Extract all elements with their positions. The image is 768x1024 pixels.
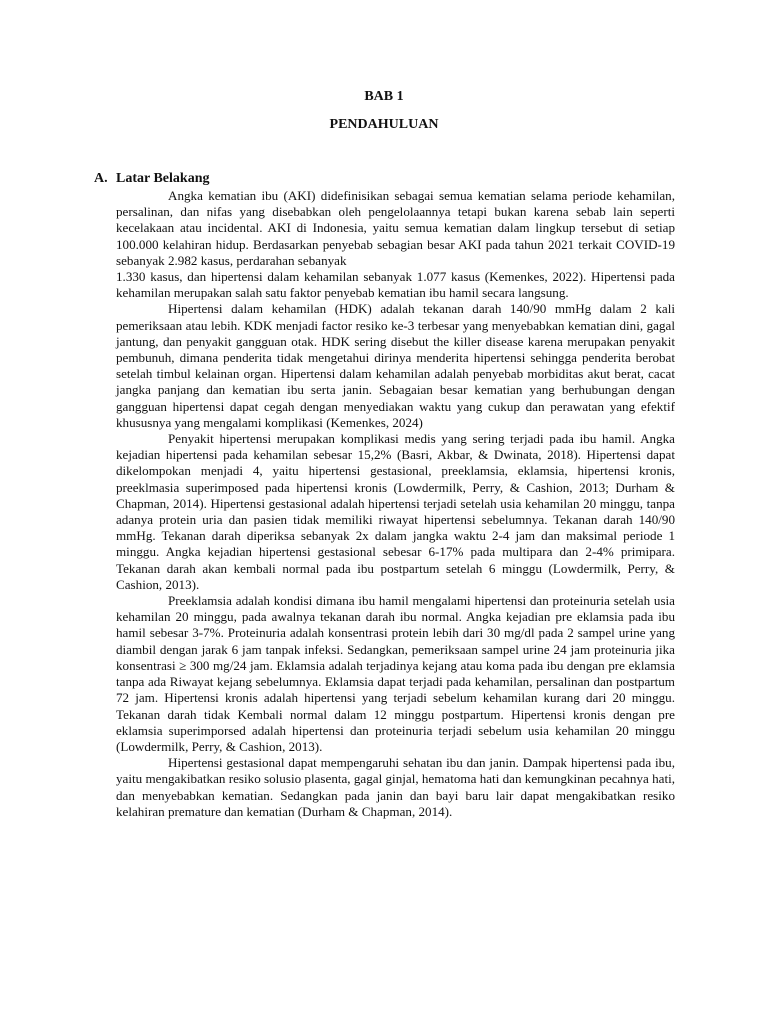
paragraph: Penyakit hipertensi merupakan komplikasi medis yang sering terjadi pada ibu hamil. Angka kejadian hipertensi pada kehamilan sebesar 15,2% (Basri, Akbar, & Dwinata, 2018). Hipertensi dapat dikelompokan menjadi 4, yaitu hipertensi gestasional, preeklamsia, eklamsia, hipertensi kronis, preeklmasia superimposed pada hipertensi kronis (Lowdermilk, Perry, & Cashion, 2013; Durham & Chapman, 2014). Hipertensi gestasional adalah hipertensi terjadi setelah usia kehamilan 20 minggu, tanpa adanya protein uria dan pasien tidak memiliki riwayat hipertensi sebelumnya. Tekanan darah 140/90 mmHg. Tekanan darah diperiksa sebanyak 2x dalam jangka waktu 2-4 jam dan maksimal periode 1 minggu. Angka kejadian hipertensi gestasional sebesar 6-17% pada multipara dan 2-4% primipara. Tekanan darah akan kembali normal pada ibu postpartum setelah 6 minggu (Lowdermilk, Perry, & Cashion, 2013). — [116, 431, 675, 592]
chapter-number: BAB 1 — [364, 89, 404, 104]
paragraph: Hipertensi gestasional dapat mempengaruhi sehatan ibu dan janin. Dampak hipertensi pada ibu, yaitu mengakibatkan resiko solusio plasenta, gagal ginjal, hematoma hati dan kemungkinan pecahnya hati, dan menyebabkan kematian. Sedangkan pada janin dan bayi baru lair dapat mengakibatkan resiko kelahiran premature dan kematian (Durham & Chapman, 2014). — [116, 755, 675, 819]
paragraph: Angka kematian ibu (AKI) didefinisikan sebagai semua kematian selama periode kehamilan, persalinan, dan nifas yang disebabkan oleh pengelolaannya tetapi bukan karena sebab lain seperti kecelakaan atau incidental. AKI di Indonesia, yaitu semua kematian dalam lingkup tersebut di setiap 100.000 kelahiran hidup. Berdasarkan penyebab sebagian besar AKI pada tahun 2021 terkait COVID-19 sebanyak 2.982 kasus, perdarahan sebanyak — [116, 188, 675, 268]
body-text — [116, 188, 675, 820]
section-title: Latar Belakang — [116, 171, 210, 186]
paragraph: Hipertensi dalam kehamilan (HDK) adalah tekanan darah 140/90 mmHg dalam 2 kali pemeriksaan atau lebih. KDK menjadi factor resiko ke-3 terbesar yang menyebabkan kematian dini, gagal jantung, dan penyakit gangguan otak. HDK sering disebut the killer disease karena merupakan penyakit pembunuh, dimana penderita tidak mengetahui dirinya menderita hipertensi sehingga penderita berobat setelah timbul kelainan organ. Hipertensi dalam kehamilan adalah penyebab morbiditas akut berat, cacat jangka panjang dan kematian ibu serta janin. Sebagaian besar kematian yang berhubungan dengan gangguan hipertensi dapat cegah dengan menyediakan waktu yang cukup dan perawatan yang efektif khususnya yang mengalami komplikasi (Kemenkes, 2024) — [116, 301, 675, 430]
section-heading — [94, 170, 209, 187]
chapter-title: PENDAHULUAN — [329, 117, 439, 132]
paragraph: 1.330 kasus, dan hipertensi dalam kehamilan sebanyak 1.077 kasus (Kemenkes, 2022). Hipertensi pada kehamilan merupakan salah satu faktor penyebab kematian ibu hamil secara langsung. — [116, 269, 675, 301]
section-number: A. — [94, 171, 108, 186]
paragraph: Preeklamsia adalah kondisi dimana ibu hamil mengalami hipertensi dan proteinuria setelah usia kehamilan 20 minggu, pada awalnya tekanan darah ibu normal. Angka kejadian pre eklamsia pada ibu hamil sebesar 3-7%. Proteinuria adalah konsentrasi protein lebih dari 30 mg/dl pada 2 sampel urine yang diambil dengan jarak 6 jam tanpak infeksi. Sedangkan, pemeriksaan sampel urine 24 jam proteinuria jika konsentrasi ≥ 300 mg/24 jam. Eklamsia adalah terjadinya kejang atau koma pada ibu dengan pre eklamsia tanpa ada Riwayat kejang sebelumnya. Eklamsia dapat terjadi pada kehamilan, persalinan dan postpartum 72 jam. Hipertensi kronis adalah hipertensi yang terjadi sebelum kehamilan kurang dari 20 minggu. Tekanan darah tidak Kembali normal dalam 12 minggu postpartum. Hipertensi kronis dengan pre eklamsia superimporsed adalah hipertensi dan proteinuria terjadi sebelum usia kehamilan 20 minggu (Lowdermilk, Perry, & Cashion, 2013). — [116, 593, 675, 754]
